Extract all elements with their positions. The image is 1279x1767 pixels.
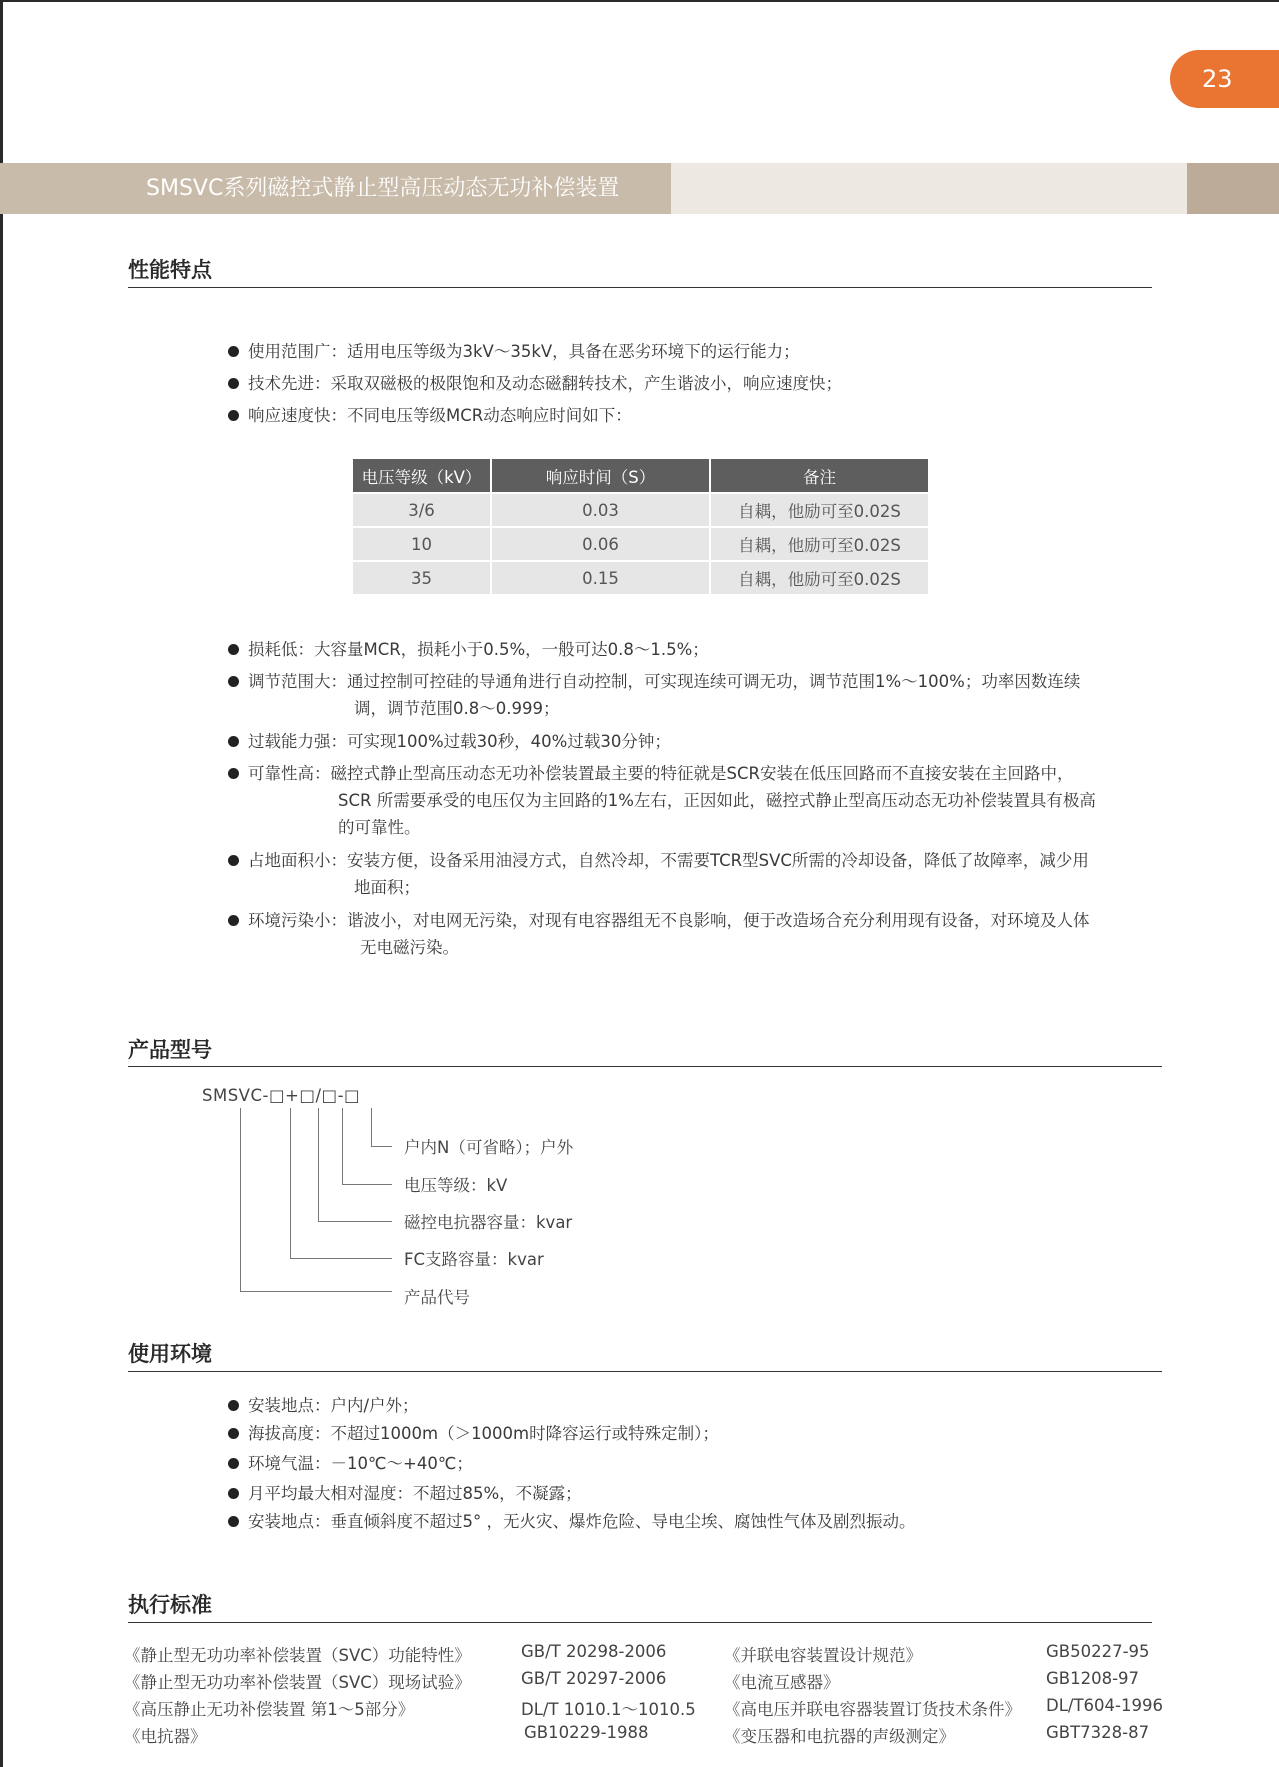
standard-name: 《静止型无功功率补偿装置（SVC）功能特性》: [124, 1646, 471, 1665]
bullet-dot-icon: [228, 644, 239, 655]
standard-name: 《静止型无功功率补偿装置（SVC）现场试验》: [124, 1673, 471, 1692]
table-header-cell: 电压等级（kV）: [353, 459, 491, 493]
list-item: 环境污染小：谐波小，对电网无污染，对现有电容器组无不良影响，便于改造场合充分利用现有设备，对环境及人体 无电磁污染。: [228, 907, 1178, 967]
list-item: 可靠性高：磁控式静止型高压动态无功补偿装置最主要的特征就是SCR安装在低压回路而不直接安装在主回路中， SCR 所需要承受的电压仅为主回路的1%左右，正因如此，磁控式静止型高压动态无功补偿装置具有极高 的可靠性。: [228, 760, 1178, 847]
bullet-dot-icon: [228, 1400, 239, 1411]
tree-vline-1: [240, 1108, 241, 1291]
table-header-cell: 备注: [710, 459, 928, 493]
tree-hline-5: [371, 1146, 392, 1147]
table-cell: 自耦，他励可至0.02S: [710, 561, 928, 594]
table-cell: 0.15: [491, 561, 710, 594]
tree-vline-5: [371, 1108, 372, 1146]
standard-code: GBT7328-87: [1046, 1723, 1150, 1742]
section-rule-environment: [128, 1371, 1162, 1372]
section-heading-model: 产品型号: [128, 1038, 212, 1062]
table-row: [353, 493, 928, 527]
performance-list-top: [228, 338, 1178, 434]
performance-list-bottom: [228, 636, 1178, 967]
bullet-dot-icon: [228, 410, 239, 421]
tree-vline-4: [342, 1108, 343, 1184]
bullet-dot-icon: [228, 736, 239, 747]
tree-hline-4: [342, 1184, 392, 1185]
list-item: 技术先进：采取双磁极的极限饱和及动态磁翻转技术，产生谐波小，响应速度快；: [228, 370, 1178, 402]
standard-code: GB10229-1988: [524, 1723, 649, 1742]
section-heading-environment: 使用环境: [128, 1342, 212, 1366]
bullet-dot-icon: [228, 1458, 239, 1469]
list-item: 安装地点：户内/户外；: [228, 1392, 1178, 1420]
list-item: 占地面积小：安装方便，设备采用油浸方式，自然冷却，不需要TCR型SVC所需的冷却设备，降低了故障率，减少用 地面积；: [228, 847, 1178, 907]
bullet-dot-icon: [228, 1516, 239, 1527]
bullet-dot-icon: [228, 676, 239, 687]
list-item: 响应速度快：不同电压等级MCR动态响应时间如下：: [228, 402, 1178, 434]
table-row: [353, 527, 928, 561]
model-code: SMSVC-□+□/□-□: [202, 1086, 361, 1105]
table-cell: 35: [353, 561, 491, 594]
bullet-dot-icon: [228, 855, 239, 866]
bullet-dot-icon: [228, 1488, 239, 1499]
page-number-tab: 23: [1170, 50, 1279, 108]
list-item: 海拔高度：不超过1000m（＞1000m时降容运行或特殊定制）；: [228, 1420, 1178, 1450]
response-time-table: [353, 459, 928, 594]
bullet-dot-icon: [228, 768, 239, 779]
bullet-dot-icon: [228, 378, 239, 389]
table-row: [353, 561, 928, 594]
table-header-row: [353, 459, 928, 493]
standard-name: 《并联电容装置设计规范》: [724, 1646, 922, 1665]
tree-vline-2: [290, 1108, 291, 1258]
model-label-install: 户内N（可省略）；户外: [404, 1138, 574, 1157]
banner-middle-block: [671, 163, 1187, 214]
standard-code: GB50227-95: [1046, 1642, 1150, 1661]
table-cell: 3/6: [353, 493, 491, 527]
model-label-mcr-capacity: 磁控电抗器容量：kvar: [404, 1213, 573, 1232]
table-cell: 0.06: [491, 527, 710, 561]
table-cell: 10: [353, 527, 491, 561]
section-rule-model: [128, 1066, 1162, 1067]
table-cell: 0.03: [491, 493, 710, 527]
bullet-dot-icon: [228, 346, 239, 357]
standard-name: 《电流互感器》: [724, 1673, 840, 1692]
standard-name: 《高电压并联电容器装置订货技术条件》: [724, 1700, 1021, 1719]
banner-title: SMSVC系列磁控式静止型高压动态无功补偿装置: [146, 176, 620, 201]
tree-hline-1: [240, 1291, 392, 1292]
bullet-dot-icon: [228, 915, 239, 926]
standard-code: DL/T604-1996: [1046, 1696, 1163, 1715]
standard-name: 《变压器和电抗器的声级测定》: [724, 1727, 955, 1746]
model-label-product-code: 产品代号: [404, 1288, 470, 1307]
standard-name: 《高压静止无功补偿装置 第1～5部分》: [124, 1700, 415, 1719]
model-label-voltage: 电压等级：kV: [404, 1176, 508, 1195]
standard-name: 《电抗器》: [124, 1727, 207, 1746]
list-item: 使用范围广：适用电压等级为3kV～35kV，具备在恶劣环境下的运行能力；: [228, 338, 1178, 370]
list-item: 环境气温：－10℃～+40℃；: [228, 1450, 1178, 1480]
standard-code: GB/T 20297-2006: [521, 1669, 667, 1688]
page-top-border: [0, 0, 1279, 2]
list-item: 损耗低：大容量MCR，损耗小于0.5%，一般可达0.8～1.5%；: [228, 636, 1178, 668]
standard-code: GB/T 20298-2006: [521, 1642, 667, 1661]
tree-hline-3: [318, 1221, 392, 1222]
banner-right-block: [1187, 163, 1279, 214]
page-left-border: [0, 0, 3, 1767]
section-heading-standards: 执行标准: [128, 1593, 212, 1617]
section-rule-performance: [128, 287, 1152, 288]
standard-code: DL/T 1010.1～1010.5: [521, 1700, 696, 1719]
bullet-dot-icon: [228, 1428, 239, 1439]
standard-code: GB1208-97: [1046, 1669, 1140, 1688]
environment-list: [228, 1392, 1178, 1536]
list-item: 月平均最大相对湿度：不超过85%，不凝露；: [228, 1480, 1178, 1508]
list-item: 调节范围大：通过控制可控硅的导通角进行自动控制，可实现连续可调无功，调节范围1%～100%；功率因数连续 调，调节范围0.8～0.999；: [228, 668, 1178, 728]
list-item: 过载能力强：可实现100%过载30秒，40%过载30分钟；: [228, 728, 1178, 760]
table-cell: 自耦，他励可至0.02S: [710, 493, 928, 527]
section-rule-standards: [128, 1622, 1152, 1623]
model-label-fc-capacity: FC支路容量：kvar: [404, 1250, 544, 1269]
section-heading-performance: 性能特点: [128, 258, 212, 282]
list-item: 安装地点：垂直倾斜度不超过5° ，无火灾、爆炸危险、导电尘埃、腐蚀性气体及剧烈振动。: [228, 1508, 1178, 1536]
table-header-cell: 响应时间（S）: [491, 459, 710, 493]
table-cell: 自耦，他励可至0.02S: [710, 527, 928, 561]
tree-hline-2: [290, 1258, 392, 1259]
tree-vline-3: [318, 1108, 319, 1221]
